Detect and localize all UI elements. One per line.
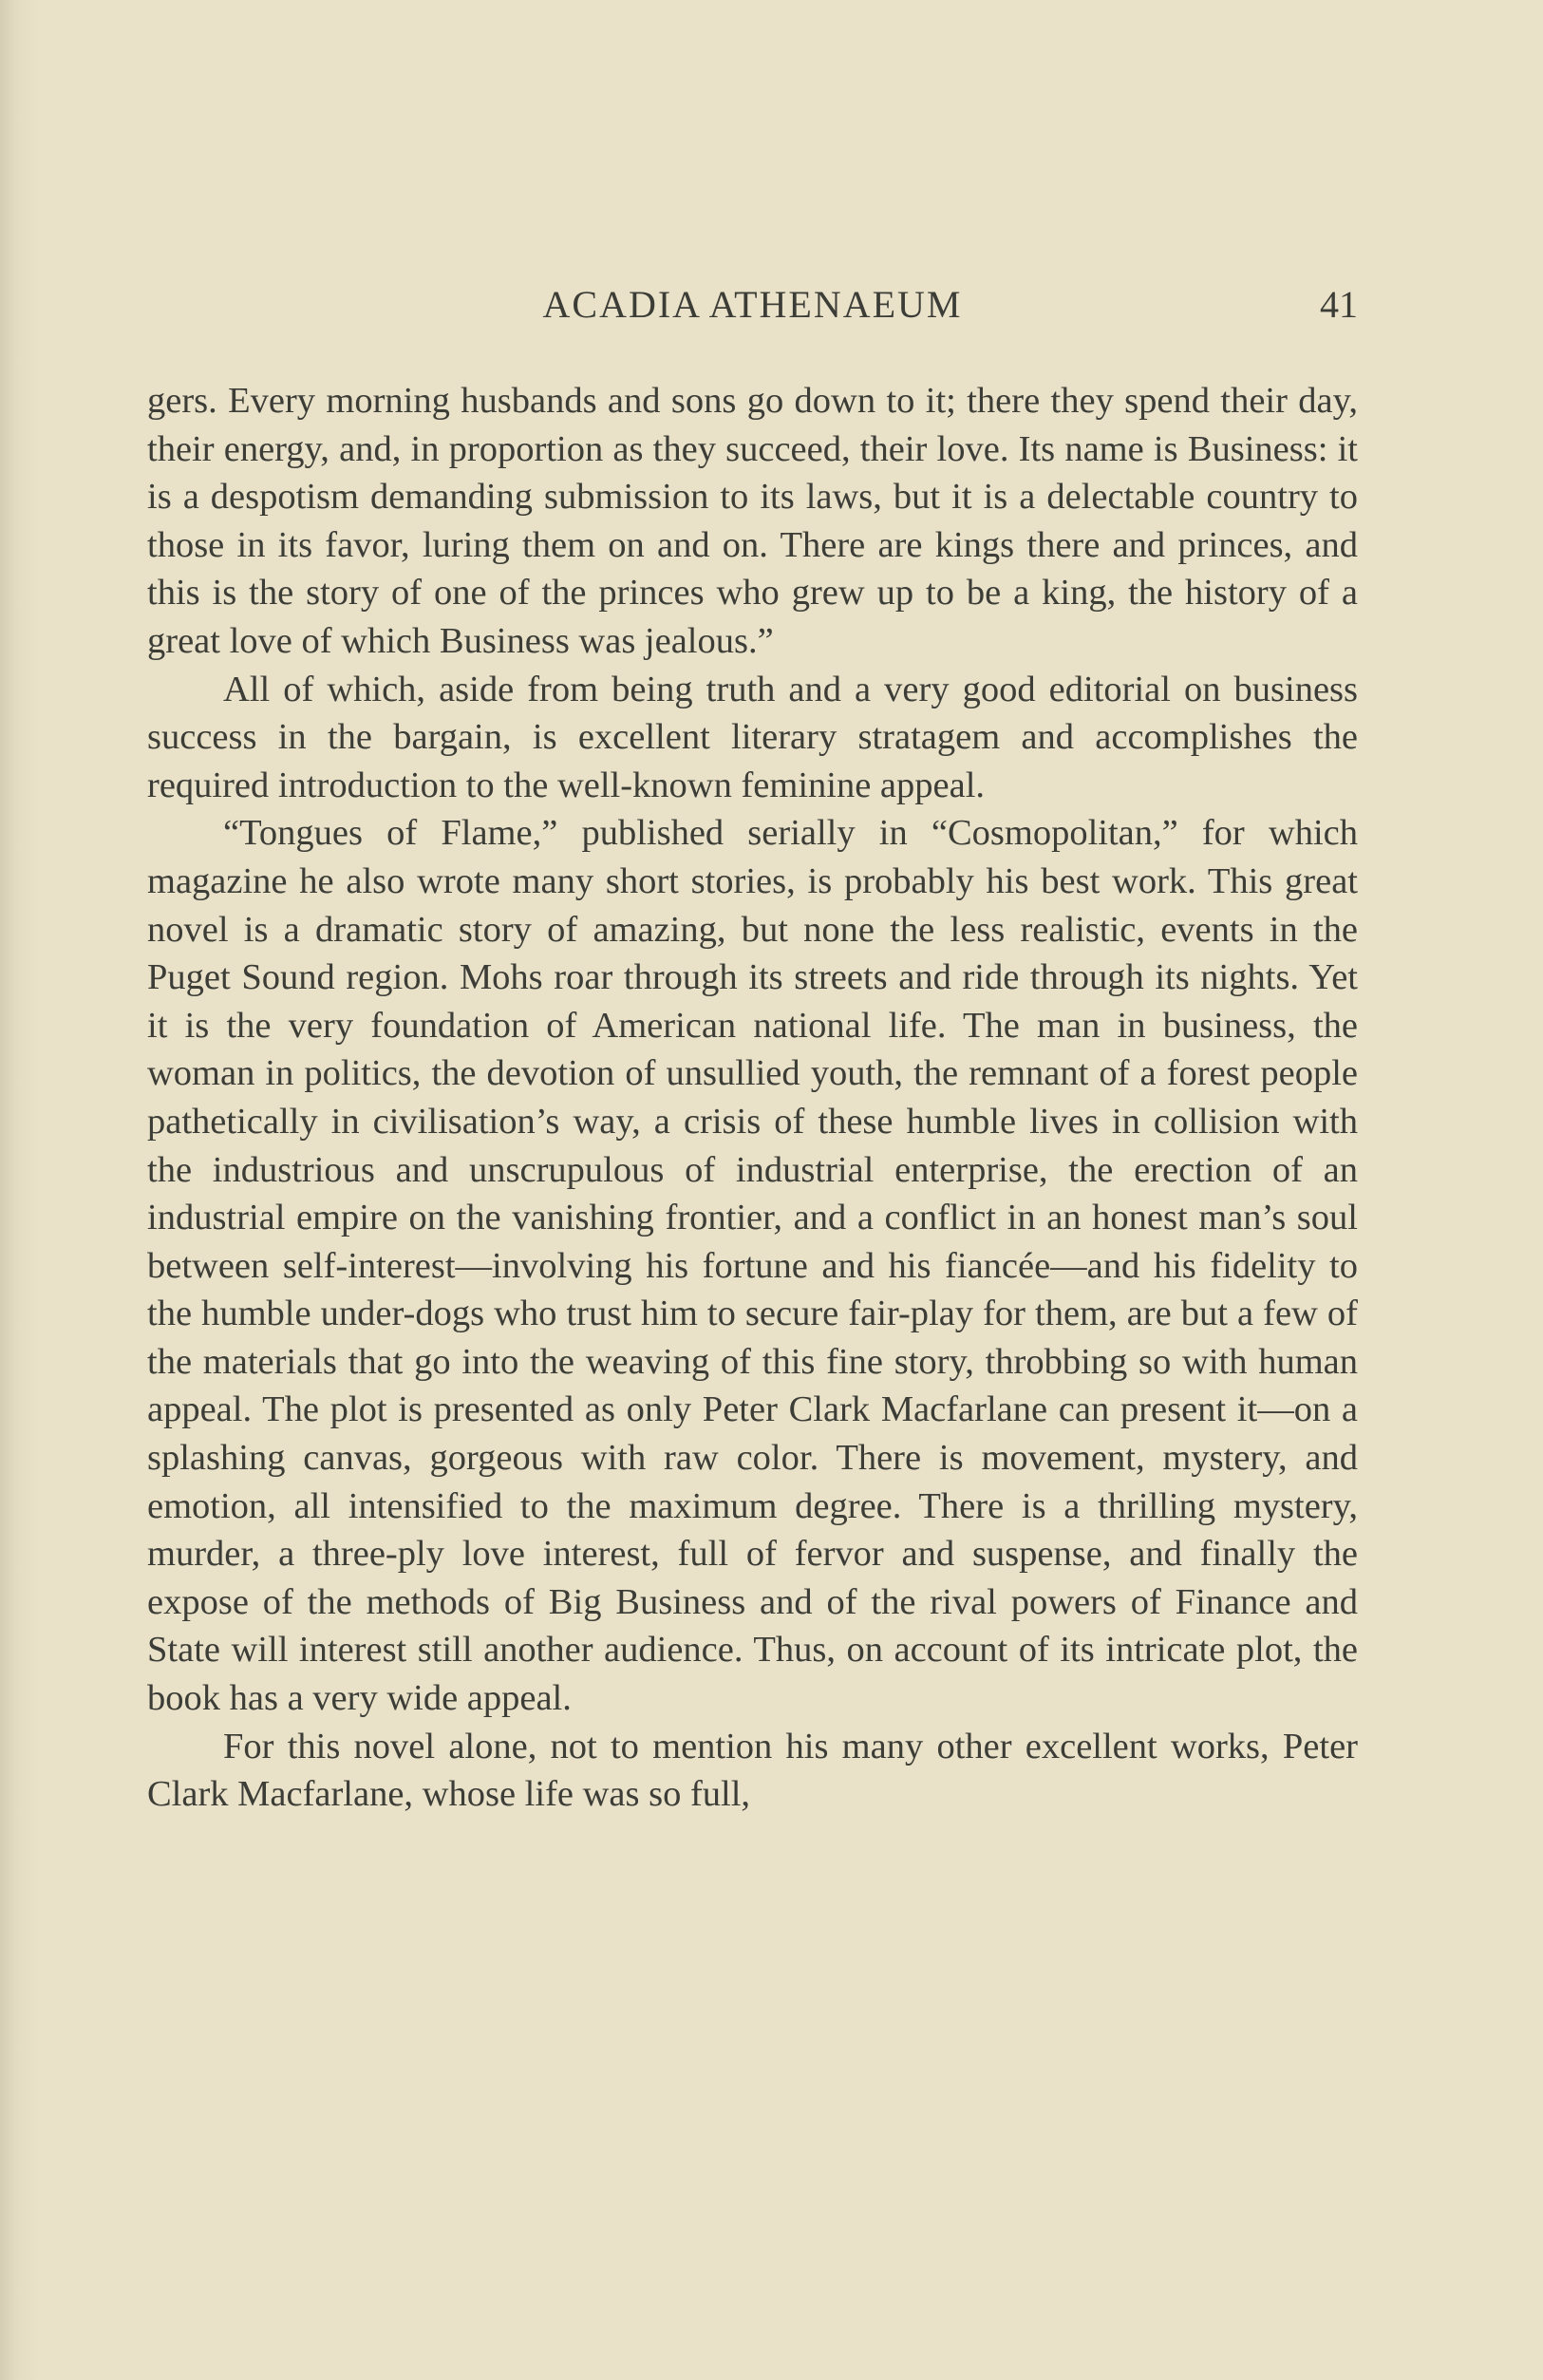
running-header — [147, 281, 1358, 329]
body-text — [147, 377, 1358, 1819]
running-title: ACADIA ATHENAEUM — [542, 283, 963, 326]
page-number: 41 — [1320, 283, 1358, 326]
paragraph: “Tongues of Flame,” published serially in “Cosmopolitan,” for which magazine he also wrote many short stories, is probably his best work. This great novel is a dramatic story of amazing, but none the less realistic, events in the Puget Sound region. Mohs roar through its streets and ride through its nights. Yet it is the very foundation of American national life. The man in business, the woman in politics, the devotion of unsullied youth, the remnant of a forest people pathetically in civilisation’s way, a crisis of these humble lives in collision with the industrious and unscrupulous of industrial enterprise, the erection of an industrial empire on the vanishing frontier, and a conflict in an honest man’s soul between self-interest—involving his fortune and his fiancée—and his fidelity to the humble under-dogs who trust him to secure fair-play for them, are but a few of the materials that go into the weaving of this fine story, throbbing so with human appeal. The plot is presented as only Peter Clark Macfarlane can present it—on a splashing canvas, gorgeous with raw color. There is movement, mystery, and emotion, all intensified to the maximum degree. There is a thrilling mystery, murder, a three-ply love interest, full of fervor and suspense, and finally the expose of the methods of Big Business and of the rival powers of Finance and State will interest still another audience. Thus, on account of its intricate plot, the book has a very wide appeal. — [147, 813, 1358, 1719]
paragraph: All of which, aside from being truth and a very good editorial on business success in the bargain, is excellent literary stratagem and accomplishes the required introduction to the well-known feminine appeal. — [147, 669, 1358, 805]
paragraph-continuation: gers. Every morning husbands and sons go down to it; there they spend their day, their energy, and, in proportion as they succeed, their love. Its name is Business: it is a despotism demanding submission to its laws, but it is a delectable country to those in its favor, luring them on and on. There are kings there and princes, and this is the story of one of the princes who grew up to be a king, the history of a great love of which Business was jealous.” — [147, 381, 1358, 661]
paragraph: For this novel alone, not to mention his many other excellent works, Peter Clark Macfarlane, whose life was so full, — [147, 1726, 1358, 1815]
